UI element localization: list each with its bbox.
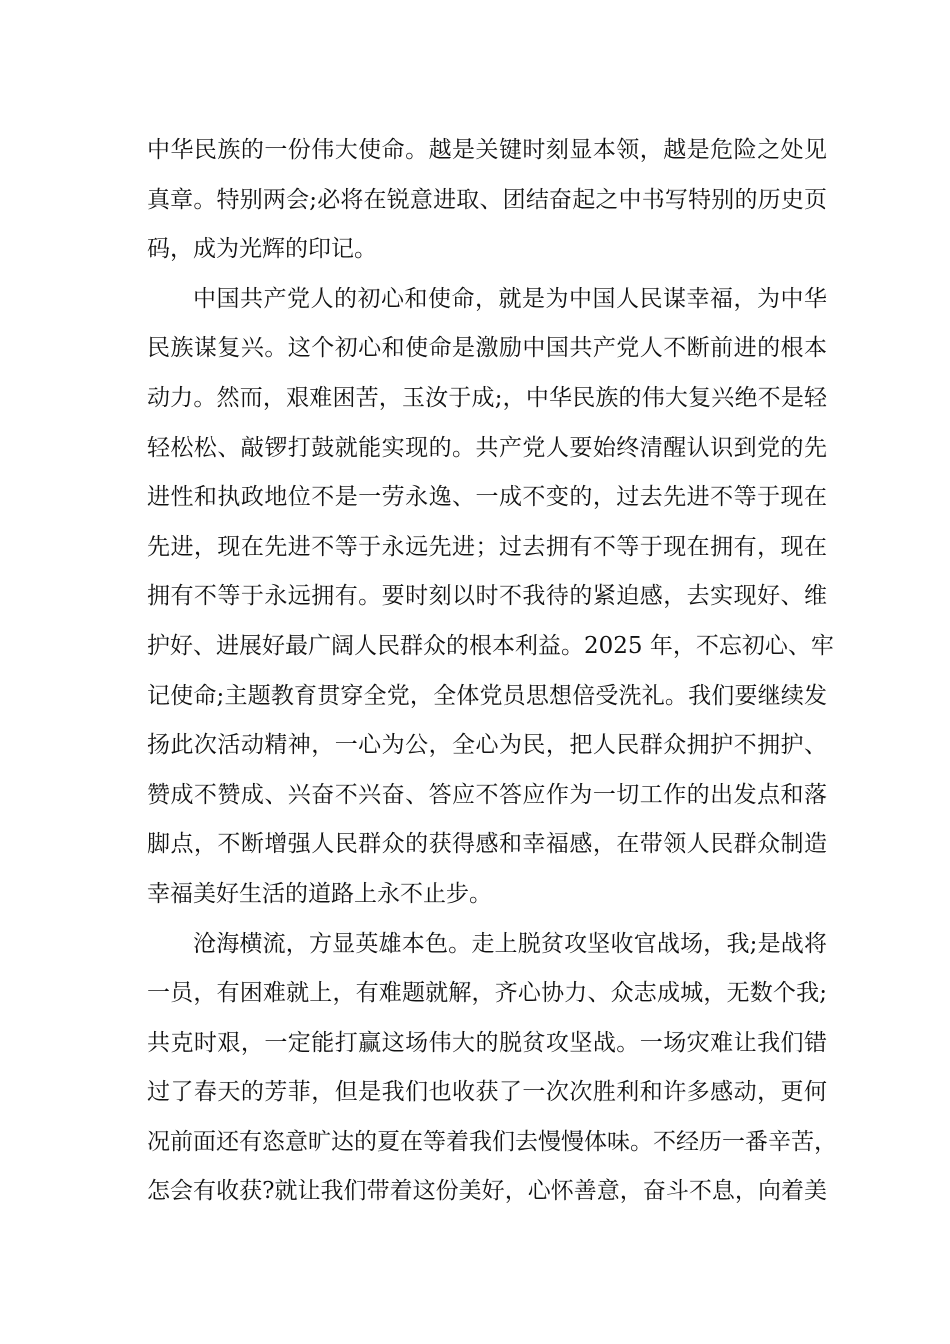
text-line: 先进，现在先进不等于永远先进；过去拥有不等于现在拥有，现在 bbox=[147, 533, 827, 560]
text-line: 怎会有收获?就让我们带着这份美好，心怀善意，奋斗不息，向着美 bbox=[147, 1178, 827, 1205]
paragraph-3 bbox=[147, 920, 837, 1218]
text-line: 脚点，不断增强人民群众的获得感和幸福感，在带领人民群众制造 bbox=[147, 831, 827, 858]
text-line: 进性和执政地位不是一劳永逸、一成不变的，过去先进不等于现在 bbox=[147, 484, 827, 511]
text-line: 幸福美好生活的道路上永不止步。 bbox=[147, 880, 492, 907]
text-line: 真章。特别两会;必将在锐意进取、团结奋起之中书写特别的历史页 bbox=[147, 186, 827, 213]
text-line: 民族谋复兴。这个初心和使命是激励中国共产党人不断前进的根本 bbox=[147, 335, 827, 362]
text-line: 扬此次活动精神，一心为公，全心为民，把人民群众拥护不拥护、 bbox=[147, 732, 827, 759]
text-line: 护好、进展好最广阔人民群众的根本利益。2025 年，不忘初心、牢 bbox=[147, 632, 834, 659]
text-line: 动力。然而，艰难困苦，玉汝于成;，中华民族的伟大复兴绝不是轻 bbox=[147, 384, 827, 411]
document-body bbox=[147, 126, 837, 1217]
paragraph-2 bbox=[147, 275, 834, 920]
text-line: 记使命;主题教育贯穿全党，全体党员思想倍受洗礼。我们要继续发 bbox=[147, 682, 827, 709]
text-line: 一员，有困难就上，有难题就解，齐心协力、众志成城，无数个我; bbox=[147, 980, 827, 1007]
text-line: 中华民族的一份伟大使命。越是关键时刻显本领，越是危险之处见 bbox=[147, 137, 827, 163]
text-line: 共克时艰，一定能打赢这场伟大的脱贫攻坚战。一场灾难让我们错 bbox=[147, 1029, 827, 1056]
text-line: 沧海横流，方显英雄本色。走上脱贫攻坚收官战场，我;是战将 bbox=[193, 930, 827, 957]
text-line: 中国共产党人的初心和使命，就是为中国人民谋幸福，为中华 bbox=[193, 285, 827, 312]
text-line: 轻松松、敲锣打鼓就能实现的。共产党人要始终清醒认识到党的先 bbox=[147, 434, 827, 461]
text-line: 拥有不等于永远拥有。要时刻以时不我待的紧迫感，去实现好、维 bbox=[147, 583, 827, 610]
text-line: 码，成为光辉的印记。 bbox=[147, 236, 377, 263]
text-line: 赞成不赞成、兴奋不兴奋、答应不答应作为一切工作的出发点和落 bbox=[147, 781, 827, 808]
text-line: 过了春天的芳菲，但是我们也收获了一次次胜利和许多感动，更何 bbox=[147, 1079, 827, 1106]
paragraph-1 bbox=[147, 126, 827, 275]
text-line: 况前面还有恣意旷达的夏在等着我们去慢慢体味。不经历一番辛苦， bbox=[147, 1128, 837, 1155]
